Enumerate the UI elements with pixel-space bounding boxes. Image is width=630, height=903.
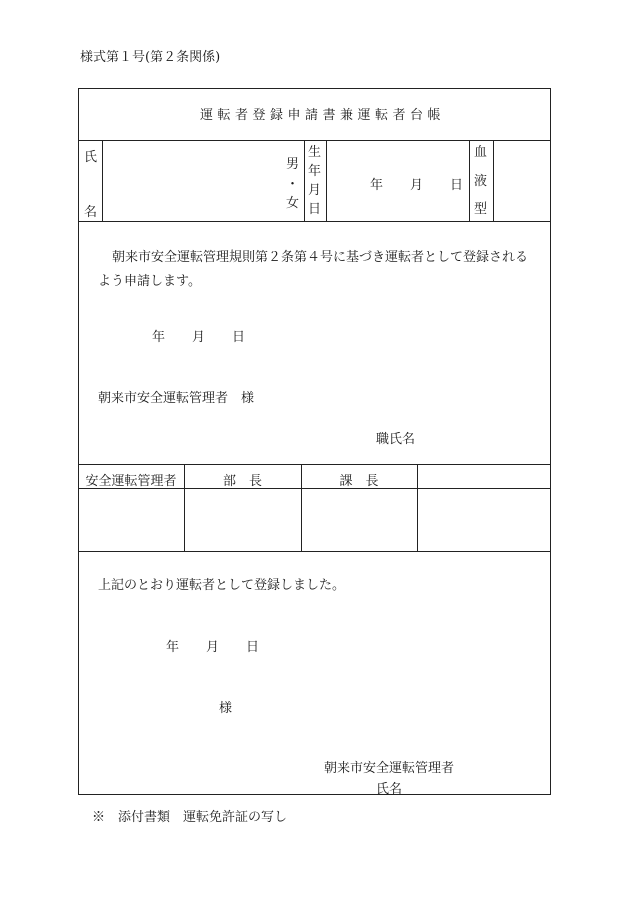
form-title: 運転者登録申請書兼運転者台帳 [200, 108, 446, 123]
applicant-signature-label: 職氏名 [376, 432, 416, 447]
application-date-year[interactable]: 年 [152, 330, 166, 345]
divider-approval [78, 551, 551, 552]
birth-label-1: 生 [308, 145, 322, 160]
birth-year[interactable]: 年 [370, 178, 384, 193]
birth-label-3: 月 [308, 183, 322, 198]
registration-date-day[interactable]: 日 [246, 640, 260, 655]
blood-label-3: 型 [474, 202, 488, 217]
divider-application [78, 464, 551, 465]
approval-stamp-safety-manager[interactable] [79, 489, 183, 550]
registration-issuer-name-label: 氏名 [376, 782, 403, 797]
approval-header-section-head: 課 長 [339, 474, 379, 489]
name-field[interactable] [104, 142, 280, 219]
birth-month[interactable]: 月 [410, 178, 424, 193]
col-divider-birth-label [326, 140, 327, 221]
name-label-bottom: 名 [84, 205, 98, 220]
col-divider-sex [304, 140, 305, 221]
divider-header-row [78, 221, 551, 222]
approval-stamp-department-head[interactable] [185, 489, 300, 550]
col-divider-name-label [102, 140, 103, 221]
approval-header-department-head: 部 長 [222, 474, 262, 489]
form-number: 様式第１号(第２条関係) [80, 50, 221, 65]
blood-label-1: 血 [474, 145, 488, 160]
sex-separator: ・ [286, 177, 300, 192]
col-divider-blood-label [493, 140, 494, 221]
birth-label-2: 年 [308, 164, 322, 179]
attachment-note: ※ 添付書類 運転免許証の写し [92, 810, 288, 825]
registration-date-year[interactable]: 年 [166, 640, 180, 655]
divider-title [78, 140, 551, 141]
blood-type-field[interactable] [495, 142, 549, 219]
sex-female[interactable]: 女 [286, 196, 300, 211]
approval-stamp-extra[interactable] [418, 489, 550, 550]
registration-statement: 上記のとおり運転者として登録しました。 [98, 578, 346, 593]
col-divider-birth-date [469, 140, 470, 221]
registration-addressee-suffix: 様 [219, 701, 233, 716]
blood-label-2: 液 [474, 174, 488, 189]
approval-stamp-section-head[interactable] [302, 489, 416, 550]
birth-day[interactable]: 日 [450, 178, 464, 193]
registration-issuer: 朝来市安全運転管理者 [324, 761, 455, 776]
name-label-top: 氏 [84, 150, 98, 165]
sex-male[interactable]: 男 [286, 157, 300, 172]
registration-date-month[interactable]: 月 [206, 640, 220, 655]
application-addressee: 朝来市安全運転管理者 様 [98, 391, 255, 406]
approval-header-safety-manager: 安全運転管理者 [85, 474, 177, 489]
application-paragraph: 朝来市安全運転管理規則第２条第４号に基づき運転者として登録されるよう申請します。 [98, 250, 529, 289]
birth-label-4: 日 [308, 202, 322, 217]
application-date-day[interactable]: 日 [232, 330, 246, 345]
application-date-month[interactable]: 月 [192, 330, 206, 345]
